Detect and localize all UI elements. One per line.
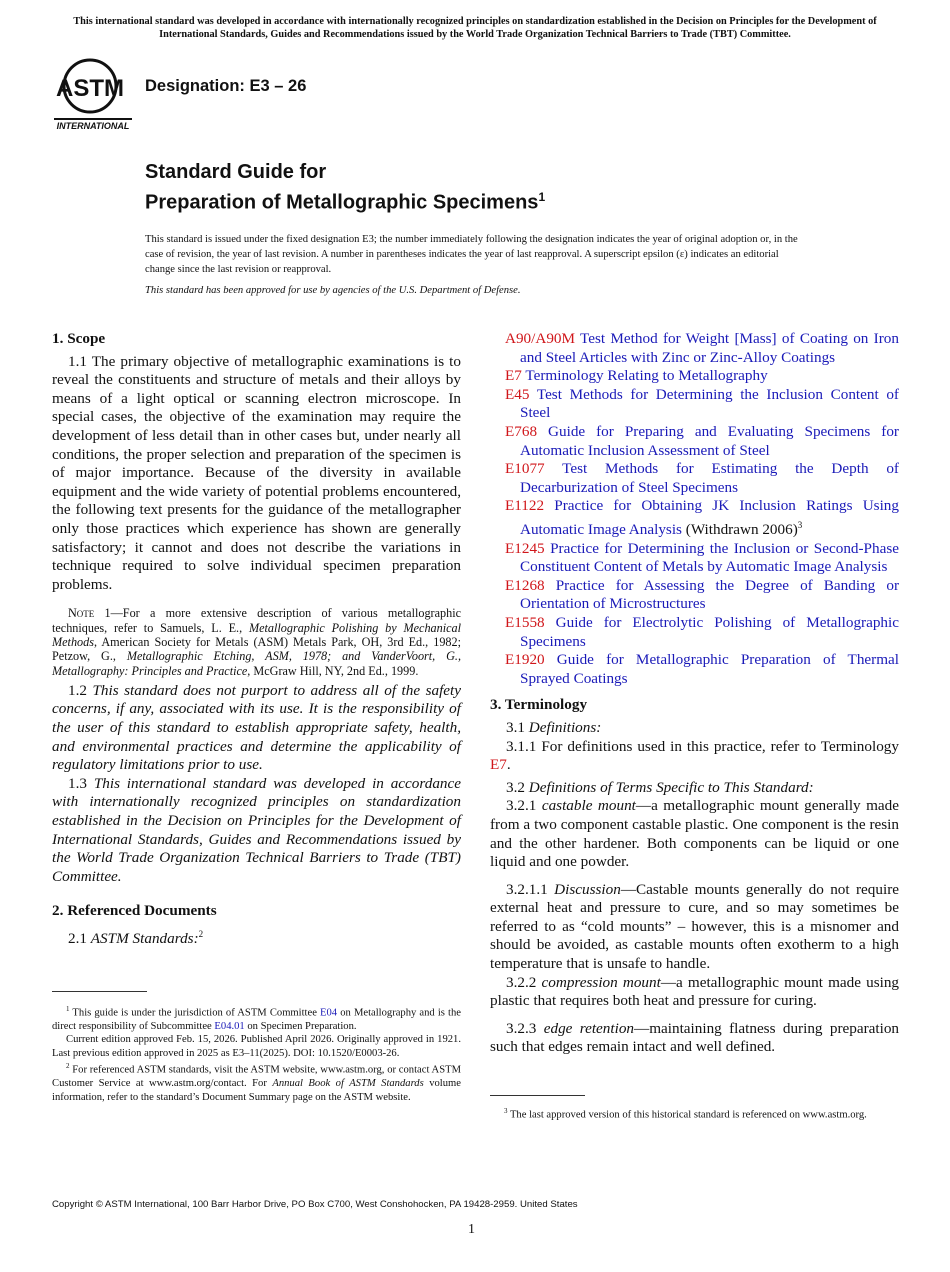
footnote-2-marker: 2 bbox=[66, 1062, 70, 1071]
reference-title-link[interactable]: Test Methods for Determining the Inclusion Content of Steel bbox=[520, 385, 899, 422]
reference-item bbox=[490, 330, 899, 367]
scope-1-2 bbox=[52, 682, 461, 775]
note-1 bbox=[52, 606, 461, 677]
note-text-b: Metallographic Polishing by Mechanical Methods bbox=[52, 620, 461, 649]
reference-code-link[interactable]: E1268 bbox=[505, 576, 545, 594]
footnote-1-text-c: on Specimen Preparation. bbox=[244, 1020, 357, 1032]
refdocs-2-1 bbox=[52, 925, 461, 949]
term-3-2-2-num: 3.2.2 bbox=[506, 973, 542, 991]
term-3-2 bbox=[490, 779, 899, 798]
reference-code-link[interactable]: E1077 bbox=[505, 460, 545, 478]
term-3-1-1-text: 3.1.1 For definitions used in this practice, refer to Terminology bbox=[506, 737, 899, 755]
footnote-1-text-a: This guide is under the jurisdiction of ASTM Committee bbox=[69, 1007, 321, 1019]
term-3-2-2 bbox=[490, 974, 899, 1011]
footnote-rule-left bbox=[52, 991, 147, 992]
footnote-rule-right bbox=[490, 1095, 585, 1096]
scope-1-3-text: This international standard was developed in accordance with internationally recognized principles on standardization established in the Decision on Principles for the Development of International Standards, Guides and Recommendations issued by the World Trade Organization Technical Barriers to Trade (TBT) Committee. bbox=[52, 774, 461, 885]
reference-item bbox=[490, 386, 899, 423]
logo-subtitle: INTERNATIONAL bbox=[56, 121, 130, 131]
footnote-2-text-italic: Annual Book of ASTM Standards bbox=[272, 1078, 424, 1090]
scope-1-1: 1.1 The primary objective of metallographic examinations is to reveal the constituents and structure of metals and their alloys by means of a light optical or scanning electron microscope. In special cases, the objective of the examination may require the development of less detail than in other cases but, under nearly all conditions, the proper selection and preparation of the specimen is of major importance. Because of the diversity in available equipment and the wide variety of potential problems encountered, the following text presents for the guidance of the metallographer only those practices which experience has shown are generally satisfactory; it cannot and does not describe the variations in technique required to solve individual specimen preparation problems. bbox=[52, 352, 461, 593]
reference-list bbox=[490, 330, 899, 688]
reference-code-link[interactable]: E1558 bbox=[505, 613, 545, 631]
reference-code-link[interactable]: E1920 bbox=[505, 651, 545, 669]
footnote-2-text-b: volume information, refer to the standard’s Document Summary page on the ASTM website. bbox=[52, 1078, 461, 1103]
reference-code-link[interactable]: E45 bbox=[505, 385, 530, 403]
designation: Designation: E3 – 26 bbox=[145, 77, 307, 95]
reference-item bbox=[490, 460, 899, 497]
term-3-1 bbox=[490, 719, 899, 738]
footnote-3-marker: 3 bbox=[504, 1107, 508, 1115]
footnotes-right bbox=[490, 1105, 899, 1122]
footnotes-left bbox=[52, 1003, 461, 1104]
term-3-2-text: Definitions of Terms Specific to This Standard: bbox=[528, 778, 814, 796]
reference-code-link[interactable]: E1122 bbox=[505, 497, 545, 515]
note-text-a: —For a more extensive description of various metallographic techniques, refer to Samuels, L. E., bbox=[52, 606, 461, 635]
dod-approval-note: This standard has been approved for use by agencies of the U.S. Department of Defense. bbox=[145, 285, 521, 296]
refdocs-heading: 2. Referenced Documents bbox=[52, 902, 217, 920]
footnote-1-edition: Current edition approved Feb. 15, 2026. Published April 2026. Originally approved in 1921. Last previous edition approved in 2025 as E3–11(2025). DOI: 10.1520/E0003-26. bbox=[52, 1034, 461, 1059]
footnote-1-marker: 1 bbox=[66, 1005, 70, 1013]
title-line-1: Standard Guide for bbox=[145, 161, 327, 183]
reference-title-link[interactable]: Guide for Electrolytic Polishing of Metallographic Specimens bbox=[520, 613, 899, 650]
reference-item bbox=[490, 577, 899, 614]
term-3-2-1-1-num: 3.2.1.1 bbox=[506, 880, 555, 898]
note-label: Note 1 bbox=[68, 606, 111, 621]
e7-link[interactable]: E7 bbox=[490, 756, 507, 774]
astm-logo bbox=[52, 58, 134, 132]
reference-item bbox=[490, 423, 899, 460]
term-3-2-1-1 bbox=[490, 881, 899, 974]
term-3-2-1-text: —a metallographic mount generally made from a two component castable plastic. One component is the resin and the other hardener. Both components can be liquid or one liquid and one powder. bbox=[490, 797, 899, 871]
note-text-e: , McGraw Hill, NY, 2nd Ed., 1999. bbox=[247, 663, 419, 678]
term-3-2-3-text: —maintaining flatness during preparation such that edges remain intact and well defined. bbox=[490, 1019, 900, 1056]
reference-title-link[interactable]: Test Method for Weight [Mass] of Coating on Iron and Steel Articles with Zinc or Zinc-Alloy Coatings bbox=[520, 330, 899, 366]
title-line-2: Preparation of Metallographic Specimens bbox=[145, 191, 539, 214]
reference-code-link[interactable]: E7 bbox=[505, 367, 522, 385]
term-castable-mount: castable mount bbox=[541, 797, 636, 815]
terminology-heading: 3. Terminology bbox=[490, 696, 588, 714]
term-3-2-1-num: 3.2.1 bbox=[506, 797, 542, 815]
term-3-2-3-num: 3.2.3 bbox=[506, 1019, 544, 1037]
term-discussion: Discussion bbox=[554, 880, 621, 898]
reference-code-link[interactable]: E768 bbox=[505, 422, 538, 440]
reference-item bbox=[490, 497, 899, 539]
page-number: 1 bbox=[468, 1222, 475, 1237]
scope-1-3-num: 1.3 bbox=[68, 774, 94, 792]
reference-title-link[interactable]: Practice for Assessing the Degree of Banding or Orientation of Microstructures bbox=[520, 576, 899, 613]
reference-title-link[interactable]: Test Methods for Estimating the Depth of Decarburization of Steel Specimens bbox=[520, 460, 899, 496]
reference-title-link[interactable]: Guide for Metallographic Preparation of Thermal Sprayed Coatings bbox=[520, 651, 899, 687]
reference-code-link[interactable]: E1245 bbox=[505, 539, 545, 557]
reference-item bbox=[490, 651, 899, 688]
reference-item bbox=[490, 540, 899, 577]
title-footnote-marker: 1 bbox=[538, 190, 546, 204]
scope-1-3 bbox=[52, 775, 461, 887]
right-column bbox=[490, 330, 899, 1057]
term-3-2-2-text: —a metallographic mount made using plastic that requires both heat and pressure for curing. bbox=[490, 973, 900, 1010]
term-3-2-3 bbox=[490, 1020, 899, 1057]
refdocs-2-1-num: 2.1 bbox=[68, 929, 91, 947]
footnote-1 bbox=[52, 1003, 461, 1033]
refdocs-2-1-text: ASTM Standards: bbox=[90, 929, 199, 947]
document-title bbox=[145, 160, 545, 216]
reference-title-link[interactable]: Practice for Determining the Inclusion or Second-Phase Constituent Content of Metals by Automatic Image Analysis bbox=[520, 539, 899, 576]
scope-1-2-num: 1.2 bbox=[68, 681, 93, 699]
subcommittee-e0401-link[interactable]: E04.01 bbox=[214, 1020, 245, 1032]
left-column bbox=[52, 330, 461, 949]
scope-1-2-text: This standard does not purport to address all of the safety concerns, if any, associated with its use. It is the responsibility of the user of this standard to establish appropriate safety, health, and environmental practices and determine the applicability of regulatory limitations prior to use. bbox=[52, 681, 462, 774]
copyright: Copyright © ASTM International, 100 Barr Harbor Drive, PO Box C700, West Conshohocken, PA 19428-2959. United States bbox=[52, 1199, 578, 1210]
reference-title-link[interactable]: Guide for Preparing and Evaluating Specimens for Automatic Inclusion Assessment of Steel bbox=[520, 422, 899, 459]
term-compression-mount: compression mount bbox=[541, 973, 661, 991]
term-3-1-text: Definitions: bbox=[528, 718, 602, 736]
scope-heading: 1. Scope bbox=[52, 330, 106, 347]
term-edge-retention: edge retention bbox=[543, 1019, 635, 1037]
reference-title-link[interactable]: Practice for Obtaining JK Inclusion Ratings Using Automatic Image Analysis bbox=[520, 497, 899, 538]
term-3-1-num: 3.1 bbox=[506, 718, 529, 736]
standard-issue-note: This standard is issued under the fixed designation E3; the number immediately following the designation indicates the year of original adoption or, in the case of revision, the year of last revision. A number in parentheses indicates the year of last reapproval. A superscript epsilon (ε) indicates an editorial change since the last revision or reapproval. bbox=[145, 234, 798, 275]
footnote-3-text: The last approved version of this historical standard is referenced on www.astm.org. bbox=[507, 1109, 867, 1121]
logo-letters: ASTM bbox=[56, 75, 124, 102]
term-3-1-1-end: . bbox=[506, 756, 511, 774]
reference-item bbox=[490, 367, 899, 386]
reference-title-link[interactable]: Terminology Relating to Metallography bbox=[521, 367, 768, 385]
reference-item bbox=[490, 614, 899, 651]
note-text-d: Metallographic Etching, ASM, 1978; and VanderVoort, G., Metallography: Principles and Practice bbox=[52, 649, 462, 678]
term-3-2-1 bbox=[490, 797, 899, 871]
refdocs-footnote-marker: 2 bbox=[198, 928, 204, 939]
reference-code-link[interactable]: A90/A90M bbox=[505, 330, 576, 347]
term-3-2-num: 3.2 bbox=[506, 778, 529, 796]
footnote-2-text-a: For referenced ASTM standards, visit the ASTM website, www.astm.org, or contact ASTM Customer Service at www.astm.org/contact. For bbox=[52, 1064, 461, 1090]
footnote-3 bbox=[490, 1105, 899, 1122]
footnote-1-text-b: on Metallography and is the direct responsibility of Subcommittee bbox=[52, 1007, 461, 1032]
footnote-2 bbox=[52, 1060, 461, 1104]
committee-e04-link[interactable]: E04 bbox=[320, 1007, 338, 1019]
term-3-1-1 bbox=[490, 738, 899, 775]
reference-footnote-marker: 3 bbox=[797, 519, 803, 530]
standard-notice: This international standard was developed in accordance with internationally recognized principles on standardization established in the Decision on Principles for the Development of International Standards, Guides and Recommendations issued by the World Trade Organization Technical Barriers to Trade (TBT) Committee. bbox=[73, 16, 877, 40]
term-3-2-1-1-text: —Castable mounts generally do not require external heat and pressure to cure, and so may sometimes be referred to as “cold mounts” – however, this is a misnomer and should be avoided, as castable mounts often exotherm to a high temperature that is unsafe to handle. bbox=[490, 880, 899, 973]
note-text-c: , American Society for Metals (ASM) Metals Park, OH, 3rd Ed., 1982; Petzow, G., bbox=[52, 634, 461, 664]
reference-withdrawn-note: (Withdrawn 2006) bbox=[681, 521, 798, 538]
